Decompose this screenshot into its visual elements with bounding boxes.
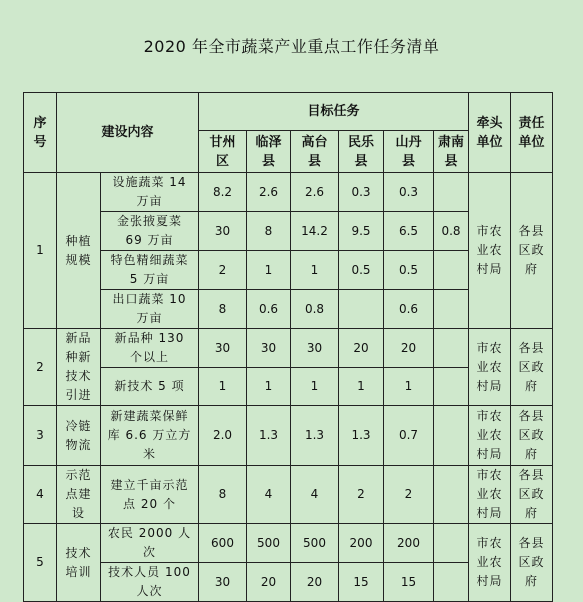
- row-value: 4: [291, 466, 339, 524]
- row-value: 8.2: [199, 173, 247, 212]
- table-row: [24, 173, 553, 212]
- row-value: 20: [291, 563, 339, 602]
- row-desc: 新品种 130 个以上: [101, 329, 199, 368]
- row-seq: 5: [24, 524, 57, 602]
- row-value: [434, 329, 469, 368]
- header-target: 目标任务: [199, 93, 469, 131]
- row-value: 4: [247, 466, 291, 524]
- row-value: 2.0: [199, 406, 247, 466]
- row-value: 2.6: [291, 173, 339, 212]
- row-value: 1: [247, 368, 291, 406]
- row-value: 14.2: [291, 212, 339, 251]
- row-value: 0.3: [339, 173, 384, 212]
- header-resp: 责任单位: [511, 93, 553, 173]
- header-seq: 序号: [24, 93, 57, 173]
- header-county: 山丹县: [384, 131, 434, 173]
- row-value: [434, 563, 469, 602]
- row-value: 2.6: [247, 173, 291, 212]
- row-value: 20: [384, 329, 434, 368]
- page-title: 2020 年全市蔬菜产业重点工作任务清单: [143, 37, 440, 56]
- row-value: [434, 466, 469, 524]
- row-value: 0.5: [339, 251, 384, 290]
- row-value: 15: [339, 563, 384, 602]
- row-value: [434, 251, 469, 290]
- row-category: 冷链物流: [57, 406, 101, 466]
- row-seq: 3: [24, 406, 57, 466]
- row-value: 200: [384, 524, 434, 563]
- row-value: 1.3: [339, 406, 384, 466]
- row-seq: 1: [24, 173, 57, 329]
- row-resp: 各县区政府: [511, 524, 553, 602]
- table-row: [24, 329, 553, 368]
- row-value: 0.6: [384, 290, 434, 329]
- row-seq: 4: [24, 466, 57, 524]
- row-value: 30: [291, 329, 339, 368]
- row-value: 20: [339, 329, 384, 368]
- row-value: 30: [199, 212, 247, 251]
- row-value: 30: [199, 329, 247, 368]
- row-value: [339, 290, 384, 329]
- row-value: [434, 368, 469, 406]
- row-lead: 市农业农村局: [469, 524, 511, 602]
- row-value: 6.5: [384, 212, 434, 251]
- row-resp: 各县区政府: [511, 406, 553, 466]
- header-county: 高台县: [291, 131, 339, 173]
- row-value: 0.3: [384, 173, 434, 212]
- row-desc: 新建蔬菜保鲜库 6.6 万立方米: [101, 406, 199, 466]
- row-value: [434, 290, 469, 329]
- row-category: 示范点建设: [57, 466, 101, 524]
- row-resp: 各县区政府: [511, 466, 553, 524]
- row-value: 2: [384, 466, 434, 524]
- row-desc: 特色精细蔬菜 5 万亩: [101, 251, 199, 290]
- row-value: 8: [199, 466, 247, 524]
- row-resp: 各县区政府: [511, 329, 553, 406]
- row-value: 1.3: [247, 406, 291, 466]
- row-desc: 技术人员 100 人次: [101, 563, 199, 602]
- row-value: 8: [199, 290, 247, 329]
- row-desc: 新技术 5 项: [101, 368, 199, 406]
- row-lead: 市农业农村局: [469, 173, 511, 329]
- row-lead: 市农业农村局: [469, 406, 511, 466]
- row-seq: 2: [24, 329, 57, 406]
- header-lead: 牵头单位: [469, 93, 511, 173]
- row-value: 30: [199, 563, 247, 602]
- row-desc: 建立千亩示范点 20 个: [101, 466, 199, 524]
- row-category: 技术培训: [57, 524, 101, 602]
- row-value: [434, 173, 469, 212]
- row-value: 9.5: [339, 212, 384, 251]
- row-value: [434, 406, 469, 466]
- row-value: 500: [247, 524, 291, 563]
- row-value: 2: [199, 251, 247, 290]
- row-desc: 出口蔬菜 10 万亩: [101, 290, 199, 329]
- header-county: 甘州区: [199, 131, 247, 173]
- row-desc: 金张掖夏菜 69 万亩: [101, 212, 199, 251]
- row-value: 0.5: [384, 251, 434, 290]
- row-value: 30: [247, 329, 291, 368]
- header-content: 建设内容: [57, 93, 199, 173]
- row-value: 1: [339, 368, 384, 406]
- row-value: 200: [339, 524, 384, 563]
- table-row: [24, 524, 553, 563]
- row-value: 1: [247, 251, 291, 290]
- row-value: 15: [384, 563, 434, 602]
- row-value: 1: [291, 368, 339, 406]
- header-county: 民乐县: [339, 131, 384, 173]
- row-value: [434, 524, 469, 563]
- row-value: 2: [339, 466, 384, 524]
- row-category: 种植规模: [57, 173, 101, 329]
- row-desc: 农民 2000 人次: [101, 524, 199, 563]
- row-value: 1.3: [291, 406, 339, 466]
- row-value: 1: [199, 368, 247, 406]
- row-category: 新品种新技术引进: [57, 329, 101, 406]
- row-value: 8: [247, 212, 291, 251]
- task-table: [23, 92, 553, 602]
- row-value: 1: [291, 251, 339, 290]
- row-value: 0.6: [247, 290, 291, 329]
- row-value: 0.7: [384, 406, 434, 466]
- row-resp: 各县区政府: [511, 173, 553, 329]
- row-value: 0.8: [434, 212, 469, 251]
- row-value: 1: [384, 368, 434, 406]
- row-value: 500: [291, 524, 339, 563]
- table-row: [24, 406, 553, 466]
- table-row: [24, 466, 553, 524]
- header-county: 临泽县: [247, 131, 291, 173]
- header-county: 肃南县: [434, 131, 469, 173]
- row-value: 600: [199, 524, 247, 563]
- row-desc: 设施蔬菜 14 万亩: [101, 173, 199, 212]
- row-value: 0.8: [291, 290, 339, 329]
- row-lead: 市农业农村局: [469, 466, 511, 524]
- row-lead: 市农业农村局: [469, 329, 511, 406]
- row-value: 20: [247, 563, 291, 602]
